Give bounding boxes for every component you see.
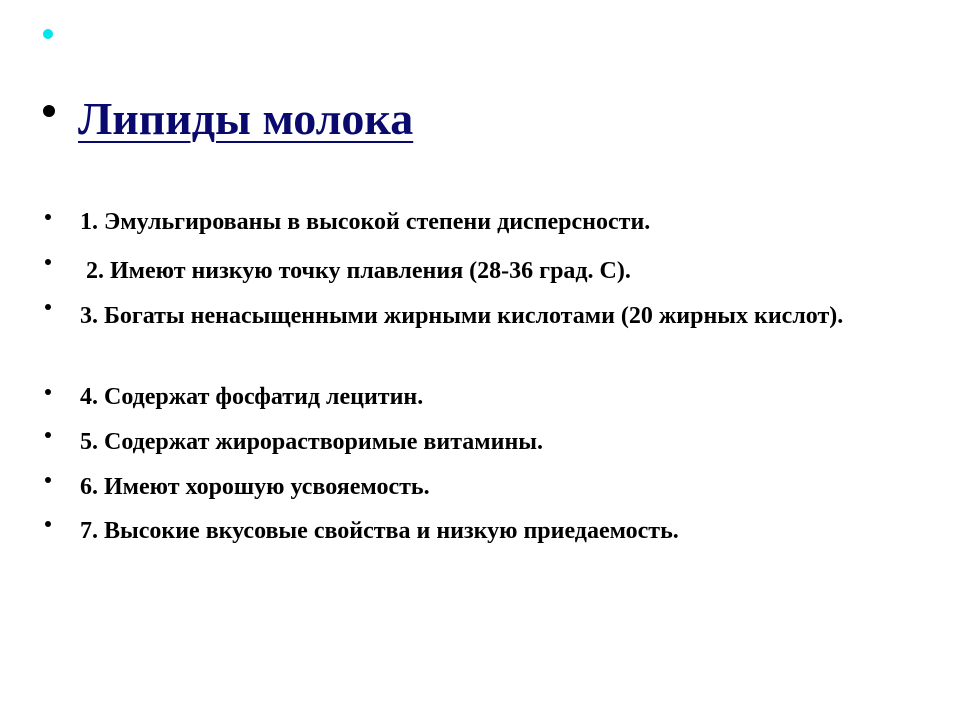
empty-bullet <box>43 29 53 39</box>
list-bullet <box>45 214 51 220</box>
list-item: 7. Высокие вкусовые свойства и низкую приедаемость. <box>80 518 679 544</box>
list-bullet <box>45 432 51 438</box>
list-item: 4. Содержат фосфатид лецитин. <box>80 384 424 410</box>
list-item: 6. Имеют хорошую усвояемость. <box>80 474 430 500</box>
list-item: 2. Имеют низкую точку плавления (28-36 град. С). <box>80 258 631 284</box>
list-bullet <box>45 304 51 310</box>
list-bullet <box>45 259 51 265</box>
list-item: 1. Эмульгированы в высокой степени дисперсности. <box>80 209 651 235</box>
title-bullet <box>43 105 55 117</box>
slide-title-link[interactable]: Липиды молока <box>78 93 414 144</box>
list-bullet <box>45 521 51 527</box>
list-item: 5. Содержат жирорастворимые витамины. <box>80 429 544 455</box>
list-item: 3. Богаты ненасыщенными жирными кислотами (20 жирных кислот). <box>80 303 844 329</box>
list-bullet <box>45 477 51 483</box>
list-bullet <box>45 389 51 395</box>
